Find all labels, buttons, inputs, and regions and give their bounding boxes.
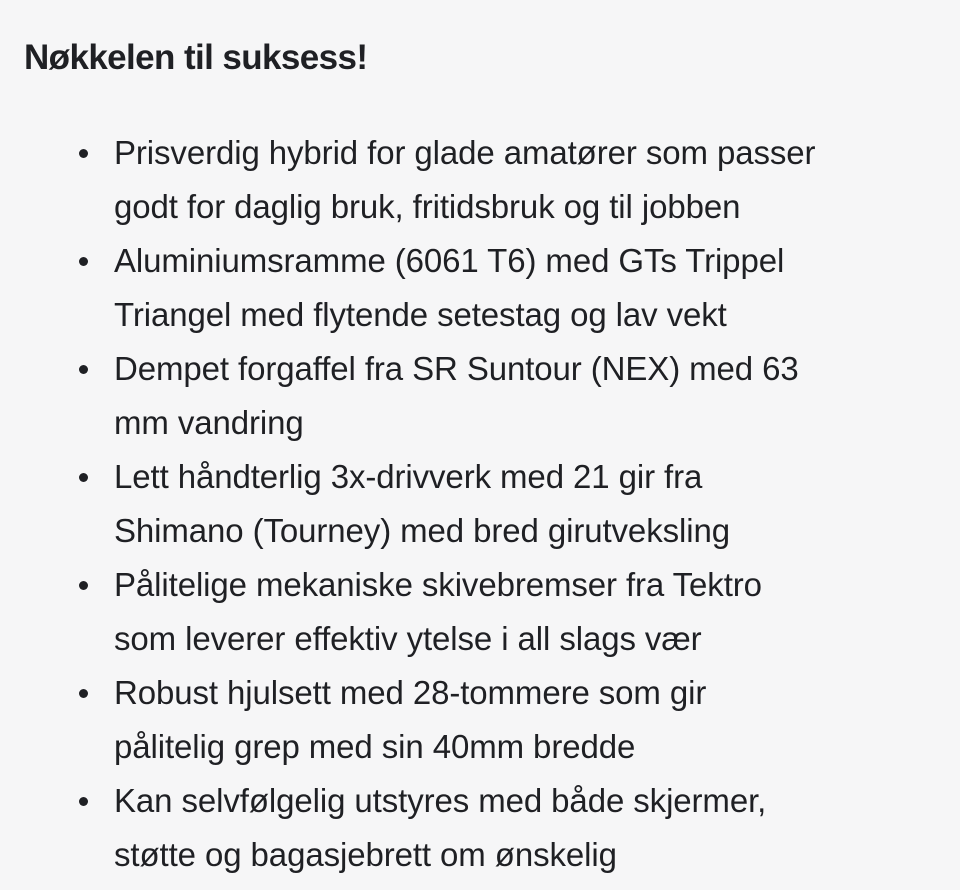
bullet-icon — [79, 473, 88, 482]
bullet-icon — [79, 797, 88, 806]
feature-text-line: Kan selvfølgelig utstyres med både skjermer, — [114, 782, 767, 819]
feature-item — [70, 558, 950, 666]
feature-item — [70, 234, 950, 342]
bullet-icon — [79, 689, 88, 698]
feature-text-line: Pålitelige mekaniske skivebremser fra Tektro — [114, 566, 762, 603]
feature-text-line: Triangel med flytende setestag og lav vekt — [114, 296, 727, 333]
feature-text-line: Aluminiumsramme (6061 T6) med GTs Trippel — [114, 242, 785, 279]
feature-text-line: Prisverdig hybrid for glade amatører som passer — [114, 134, 816, 171]
feature-text-line: Robust hjulsett med 28-tommere som gir — [114, 674, 707, 711]
feature-item — [70, 126, 950, 234]
bullet-icon — [79, 149, 88, 158]
feature-text-line: Shimano (Tourney) med bred girutveksling — [114, 512, 730, 549]
bullet-icon — [79, 257, 88, 266]
feature-item — [70, 774, 950, 882]
feature-text-line: pålitelig grep med sin 40mm bredde — [114, 728, 636, 765]
feature-text-line: godt for daglig bruk, fritidsbruk og til jobben — [114, 188, 741, 225]
feature-list — [70, 126, 950, 882]
bullet-icon — [79, 365, 88, 374]
feature-text-line: Dempet forgaffel fra SR Suntour (NEX) med 63 — [114, 350, 799, 387]
section-heading: Nøkkelen til suksess! — [24, 38, 368, 77]
feature-item — [70, 666, 950, 774]
bullet-icon — [79, 581, 88, 590]
feature-item — [70, 342, 950, 450]
feature-text-line: Lett håndterlig 3x-drivverk med 21 gir fra — [114, 458, 703, 495]
feature-text-line: støtte og bagasjebrett om ønskelig — [114, 836, 617, 873]
feature-text-line: som leverer effektiv ytelse i all slags vær — [114, 620, 702, 657]
feature-text-line: mm vandring — [114, 404, 304, 441]
feature-item — [70, 450, 950, 558]
